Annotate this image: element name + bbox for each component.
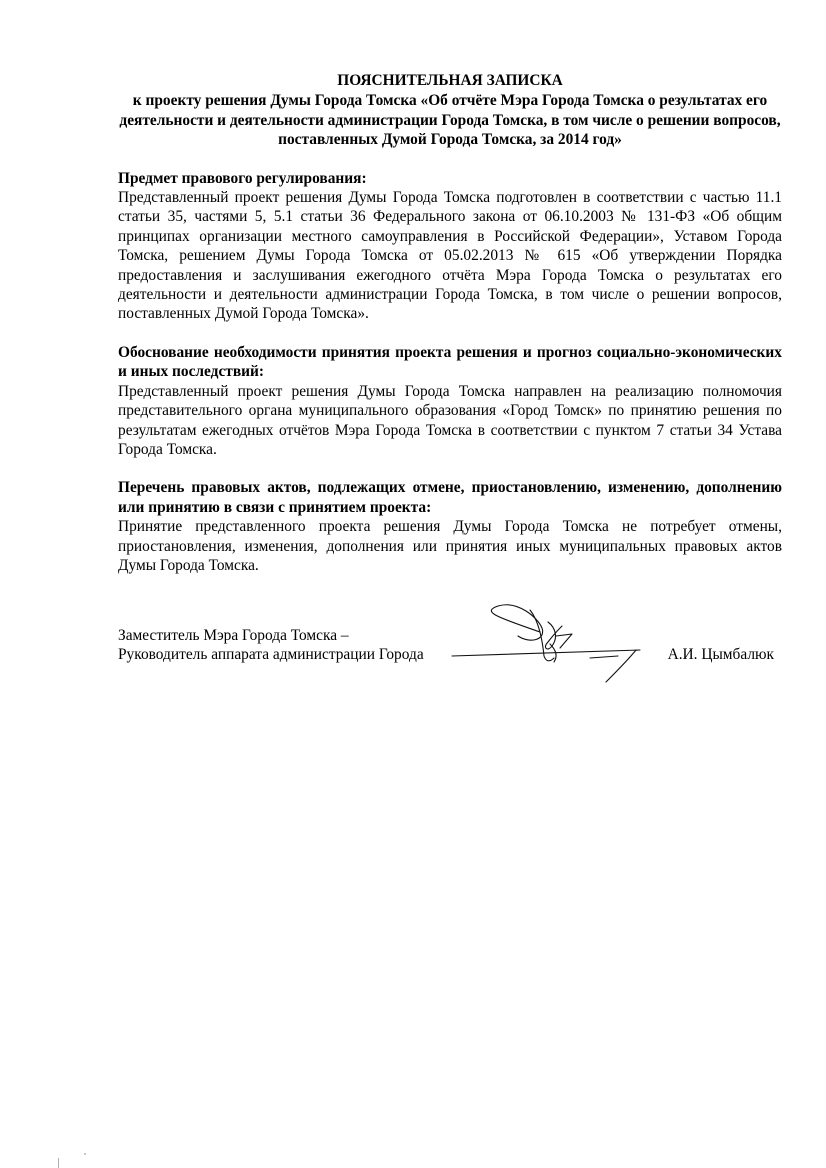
section-heading: Обоснование необходимости принятия проекта решения и прогноз социально-экономических и иных последствий: [118, 343, 782, 381]
section-legal-acts [118, 478, 782, 575]
scan-margin-mark [58, 1158, 59, 1168]
section-heading: Предмет правового регулирования: [118, 169, 367, 187]
section-body: Принятие представленного проекта решения Думы Города Томска не потребует отмены, приостановления, изменения, дополнения или принятия иных муниципальных правовых актов Думы Города Томска. [118, 518, 782, 574]
document-subtitle: к проекту решения Думы Города Томска «Об отчёте Мэра Города Томска о результатах его деятельности и деятельности администрации Города Томска, в том числе о решении вопросов, поставленных Думой Города Томска, за 2014 год» [119, 92, 781, 149]
section-heading: Перечень правовых актов, подлежащих отмене, приостановлению, изменению, дополнению или принятию в связи с принятием проекта: [118, 479, 782, 516]
document-title: ПОЯСНИТЕЛЬНАЯ ЗАПИСКА [337, 72, 563, 89]
signer-name: А.И. Цымбалюк [667, 646, 774, 663]
section-justification [118, 343, 782, 459]
signer-position-line1: Заместитель Мэра Города Томска – [118, 627, 349, 644]
scan-dust-mark [84, 1153, 86, 1155]
document-header [118, 71, 782, 150]
section-body: Представленный проект решения Думы Города Томска подготовлен в соответствии с частью 11.1 статьи 35, частями 5, 5.1 статьи 36 Федерального закона от 06.10.2003 № 131-ФЗ «Об общим принципах организации местного самоуправления в Российской Федерации», Уставом Города Томска, решением Думы Города Томска от 05.02.2013 № 615 «Об утверждении Порядка предоставления и заслушивания ежегодного отчёта Мэра Города Томска о результатах его деятельности и деятельности администрации Города Томска, в том числе о решении вопросов, поставленных Думой Города Томска». [118, 189, 782, 323]
section-subject [118, 169, 782, 324]
section-body: Представленный проект решения Думы Города Томска направлен на реализацию полномочия представительного органа муниципального образования «Город Томск» по принятию решения по результатам ежегодных отчётов Мэра Города Томска в соответствии с пунктом 7 статьи 34 Устава Города Томска. [118, 382, 782, 458]
handwritten-signature [430, 600, 650, 690]
signer-position-line2: Руководитель аппарата администрации Города [118, 646, 424, 664]
document-content [118, 71, 782, 575]
